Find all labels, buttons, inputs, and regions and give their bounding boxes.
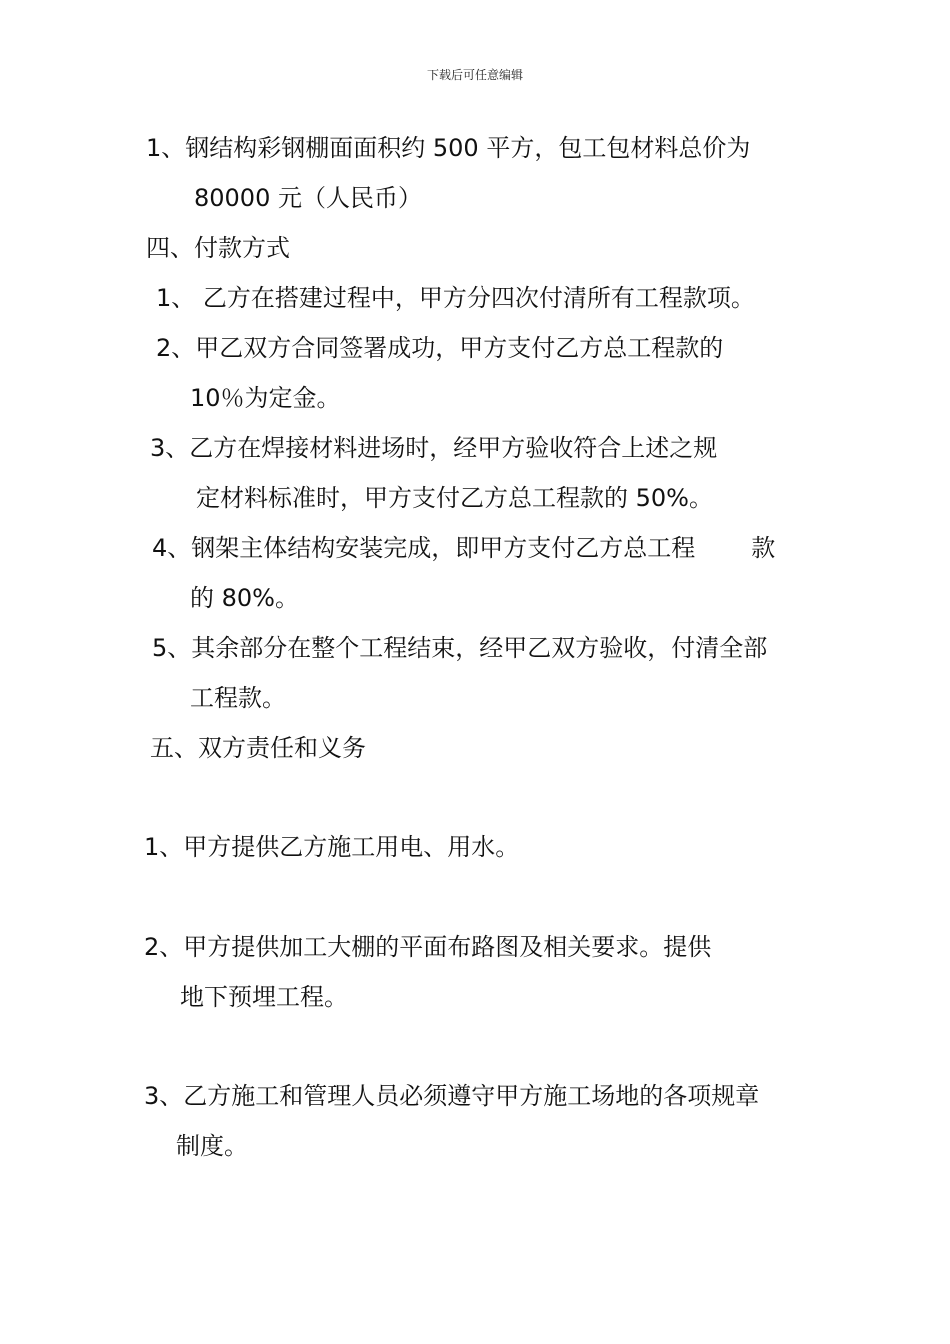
section-heading-responsibilities: 五、双方责任和义务 [150, 734, 366, 762]
page-header: 下载后可任意编辑 [426, 68, 523, 82]
payment-item-4-tail: 款 [751, 534, 776, 562]
responsibility-item-1: 1、甲方提供乙方施工用电、用水。 [144, 833, 520, 861]
payment-item-4-text: 4、钢架主体结构安装完成，即甲方支付乙方总工程 [152, 534, 696, 562]
responsibility-item-2-line-2: 地下预埋工程。 [180, 983, 348, 1011]
responsibility-item-2-line-1: 2、甲方提供加工大棚的平面布路图及相关要求。提供 [144, 933, 712, 961]
payment-item-4-line-2: 的 80%。 [190, 584, 299, 612]
payment-item-1: 1、 乙方在搭建过程中，甲方分四次付清所有工程款项。 [156, 284, 755, 312]
responsibility-item-3-line-1: 3、乙方施工和管理人员必须遵守甲方施工场地的各项规章 [144, 1082, 760, 1110]
price-clause-line-1: 1、钢结构彩钢棚面面积约 500 平方，包工包材料总价为 [146, 134, 751, 162]
responsibility-item-3-line-2: 制度。 [176, 1132, 248, 1160]
payment-item-3-line-1: 3、乙方在焊接材料进场时，经甲方验收符合上述之规 [150, 434, 718, 462]
payment-item-5-line-1: 5、其余部分在整个工程结束，经甲乙双方验收，付清全部 [152, 634, 768, 662]
section-heading-payment: 四、付款方式 [146, 234, 290, 262]
payment-item-4-line-1 [152, 533, 775, 563]
payment-item-2-line-1: 2、甲乙双方合同签署成功，甲方支付乙方总工程款的 [156, 334, 724, 362]
payment-item-5-line-2: 工程款。 [190, 684, 286, 712]
price-clause-line-2: 80000 元（人民币） [194, 184, 422, 212]
payment-item-2-line-2: 10％为定金。 [190, 384, 341, 412]
payment-item-3-line-2: 定材料标准时，甲方支付乙方总工程款的 50%。 [196, 484, 713, 512]
